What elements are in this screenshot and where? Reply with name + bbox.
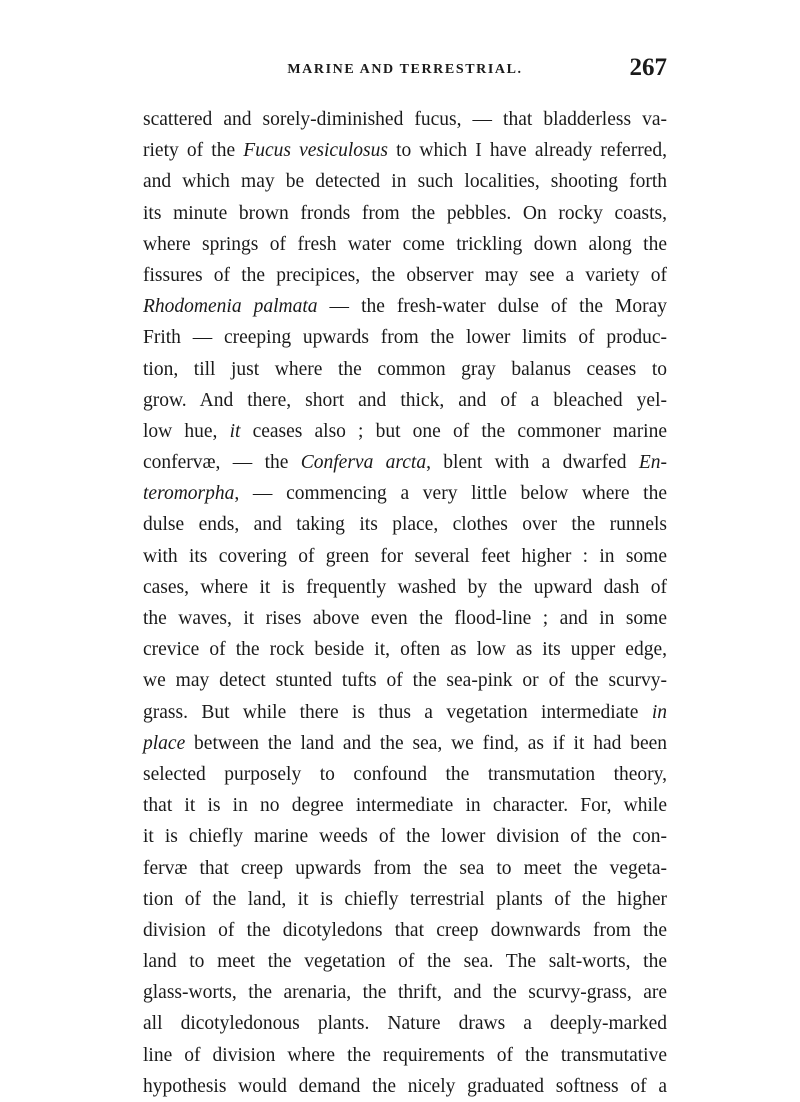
text-segment: between the land and the sea, we find, as if it had been	[185, 732, 667, 754]
text-line	[143, 853, 667, 884]
text-segment: tion, till just where the common gray balanus ceases to	[143, 358, 667, 380]
text-segment: riety of the	[143, 140, 244, 162]
text-line	[143, 322, 667, 353]
text-segment: dulse ends, and taking its place, clothes over the runnels	[143, 514, 667, 536]
text-line	[143, 1071, 667, 1102]
text-line	[143, 821, 667, 852]
text-line	[143, 946, 667, 977]
text-segment: selected purposely to confound the transmutation theory,	[143, 763, 667, 785]
text-line	[143, 884, 667, 915]
text-segment: to which I have already referred,	[387, 140, 667, 162]
text-line	[143, 291, 667, 322]
text-line	[143, 634, 667, 665]
text-line	[143, 603, 667, 634]
text-segment: hypothesis would demand the nicely graduated softness of a	[143, 1075, 667, 1097]
text-line	[143, 198, 667, 229]
text-line	[143, 915, 667, 946]
italic-text: Conferva arcta	[300, 452, 427, 474]
text-segment: all dicotyledonous plants. Nature draws a deeply-marked	[143, 1013, 667, 1035]
text-segment: fissures of the precipices, the observer may see a variety of	[143, 264, 667, 286]
text-segment: fervæ that creep upwards from the sea to meet the vegeta-	[143, 857, 667, 879]
text-line	[143, 759, 667, 790]
running-head: MARINE AND TERRESTRIAL.	[287, 62, 523, 77]
text-segment: that it is in no degree intermediate in character. For, while	[143, 795, 667, 817]
text-segment: low hue,	[143, 420, 230, 442]
text-line	[143, 977, 667, 1008]
text-segment: ceases also ; but one of the commoner marine	[240, 420, 668, 442]
text-line	[143, 728, 667, 759]
text-segment: crevice of the rock beside it, often as low as its upper edge,	[143, 639, 667, 661]
page-number: 267	[629, 54, 667, 81]
text-line	[143, 478, 667, 509]
text-segment: tion of the land, it is chiefly terrestrial plants of the higher	[143, 888, 667, 910]
text-segment: its minute brown fronds from the pebbles. On rocky coasts,	[143, 202, 667, 224]
italic-text: in	[651, 701, 667, 723]
text-segment: and which may be detected in such localities, shooting forth	[143, 171, 667, 193]
text-line	[143, 166, 667, 197]
text-segment: , blent with a dwarfed	[426, 452, 639, 474]
italic-text: place	[143, 732, 186, 754]
text-line	[143, 135, 667, 166]
text-line	[143, 790, 667, 821]
text-segment: scattered and sorely-diminished fucus, — that bladderless va-	[143, 109, 667, 130]
italic-text: Rhodomenia palmata	[143, 296, 318, 318]
text-line	[143, 509, 667, 540]
text-line	[143, 541, 667, 572]
text-segment: confervæ, — the	[143, 452, 301, 474]
text-segment: line of division where the requirements of the transmutative	[143, 1044, 667, 1066]
italic-text: it	[229, 420, 241, 442]
text-segment: land to meet the vegetation of the sea. The salt-worts, the	[143, 951, 667, 973]
text-line	[143, 354, 667, 385]
text-segment: , — commencing a very little below where the	[234, 483, 667, 505]
italic-text: En-	[638, 452, 667, 474]
text-segment: cases, where it is frequently washed by the upward dash of	[143, 576, 667, 598]
text-line	[143, 260, 667, 291]
text-line	[143, 1008, 667, 1039]
text-segment: with its covering of green for several feet higher : in some	[143, 545, 667, 567]
text-segment: glass-worts, the arenaria, the thrift, and the scurvy-grass, are	[143, 982, 667, 1004]
italic-text: Fucus vesiculosus	[243, 140, 388, 162]
text-segment: — the fresh-water dulse of the Moray	[317, 296, 667, 318]
text-segment: grow. And there, short and thick, and of a bleached yel-	[143, 389, 667, 411]
text-segment: grass. But while there is thus a vegetation intermediate	[143, 701, 652, 723]
text-segment: division of the dicotyledons that creep downwards from the	[143, 919, 667, 941]
text-segment: it is chiefly marine weeds of the lower division of the con-	[143, 826, 667, 848]
text-line	[143, 229, 667, 260]
text-segment: where springs of fresh water come trickling down along the	[143, 233, 667, 255]
text-line	[143, 572, 667, 603]
body-text	[143, 104, 667, 1102]
text-segment: Frith — creeping upwards from the lower limits of produc-	[143, 327, 667, 349]
text-line	[143, 665, 667, 696]
text-line	[143, 447, 667, 478]
text-line	[143, 697, 667, 728]
text-segment: we may detect stunted tufts of the sea-pink or of the scurvy-	[143, 670, 667, 692]
italic-text: teromorpha	[143, 483, 235, 505]
text-line	[143, 416, 667, 447]
text-line	[143, 1040, 667, 1071]
page-header	[143, 54, 667, 90]
text-line	[143, 104, 667, 135]
text-line	[143, 385, 667, 416]
text-segment: the waves, it rises above even the flood-line ; and in some	[143, 608, 667, 629]
